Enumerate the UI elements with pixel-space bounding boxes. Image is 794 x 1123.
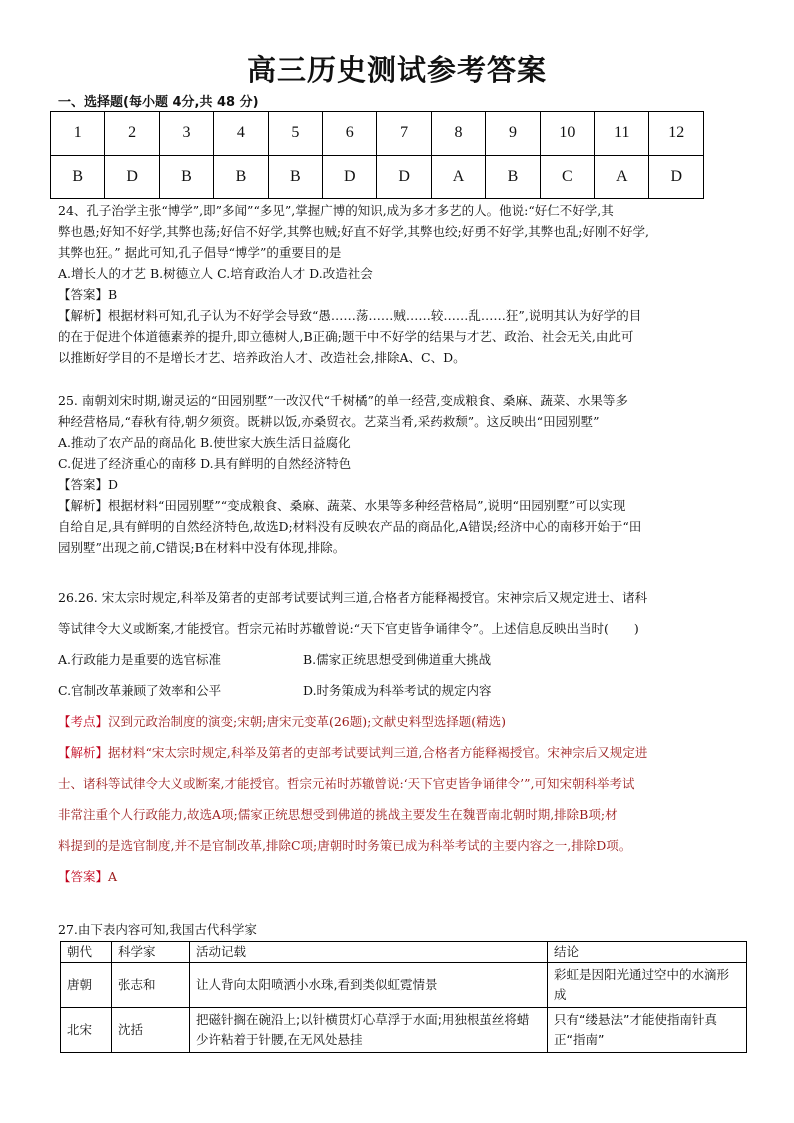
question-number: 6	[323, 112, 377, 156]
question-number: 10	[540, 112, 594, 156]
q26-analysis-line: 料提到的是选官制度,并不是官制改革,排除C项;唐朝时时务策已成为科举考试的主要内容之一,排除D项。	[58, 838, 632, 853]
answer-table-answer-row	[51, 155, 704, 199]
question-number: 2	[105, 112, 159, 156]
q24-stem-line: 其弊也狂。” 据此可知,孔子倡导“博学”的重要目的是	[58, 245, 342, 260]
question-number: 9	[486, 112, 540, 156]
answer-letter: B	[214, 155, 268, 199]
cell-conclusion: 彩虹是因阳光通过空中的水滴形成	[548, 963, 747, 1008]
q26-option-b: B.儒家正统思想受到佛道重大挑战	[303, 652, 492, 667]
scientist-table-header	[61, 942, 747, 963]
q26-option-a: A.行政能力是重要的选官标准	[58, 652, 222, 667]
q25-option-line: A.推动了农产品的商品化 B.使世家大族生活日益腐化	[58, 435, 351, 450]
answer-letter: B	[268, 155, 322, 199]
question-number: 11	[595, 112, 649, 156]
q26-stem-line: 等试律令大义或断案,才能授官。哲宗元祐时苏辙曾说:“天下官吏皆争诵律令”。上述信息反映出当时( )	[58, 621, 639, 636]
cell-dynasty: 唐朝	[61, 963, 112, 1008]
q26-analysis-line	[58, 737, 748, 768]
answer-letter: B	[159, 155, 213, 199]
q26-kaodian-tag: 【考点】	[58, 714, 109, 729]
answer-letter: D	[323, 155, 377, 199]
cell-scientist: 张志和	[112, 963, 190, 1008]
header-conclusion: 结论	[548, 942, 747, 963]
answer-letter: C	[540, 155, 594, 199]
question-27	[58, 919, 748, 940]
q26-answer	[58, 861, 748, 892]
q25-stem-line: 25. 南朝刘宋时期,谢灵运的“田园别墅”一改汉代“千树橘”的单一经营,变成粮食、桑麻、蔬菜、水果等多	[58, 393, 628, 408]
q26-option-d: D.时务策成为科举考试的规定内容	[303, 683, 492, 698]
answer-letter: A	[595, 155, 649, 199]
answer-letter: B	[51, 155, 105, 199]
answer-letter: D	[649, 155, 704, 199]
question-26	[58, 582, 748, 892]
header-dynasty: 朝代	[61, 942, 112, 963]
question-number: 4	[214, 112, 268, 156]
q25-analysis-line: 园别墅”出现之前,C错误;B在材料中没有体现,排除。	[58, 540, 346, 555]
q25-analysis-line: 【解析】根据材料“田园别墅”“变成粮食、桑麻、蔬菜、水果等多种经营格局”,说明“田园别墅”可以实现	[58, 498, 626, 513]
cell-conclusion: 只有“缕悬法”才能使指南针真正“指南”	[548, 1008, 747, 1053]
q26-analysis-text: 据材料“宋太宗时规定,科举及第者的吏部考试要试判三道,合格者方能释褐授官。宋神宗后又规定进	[108, 745, 648, 760]
answer-letter: B	[486, 155, 540, 199]
header-activity: 活动记载	[190, 942, 548, 963]
q26-analysis-line: 士、诸科等试律令大义或断案,才能授官。哲宗元祐时苏辙曾说:‘天下官吏皆争诵律令’”,可知宋朝科举考试	[58, 776, 635, 791]
cell-dynasty: 北宋	[61, 1008, 112, 1053]
question-number: 3	[159, 112, 213, 156]
q26-analysis-tag: 【解析】	[58, 745, 109, 760]
q24-answer: 【答案】B	[58, 287, 118, 302]
q26-analysis-line: 非常注重个人行政能力,故选A项;儒家正统思想受到佛道的挑战主要发生在魏晋南北朝时期,排除B项;材	[58, 807, 618, 822]
q26-option-row	[58, 644, 748, 675]
q26-option-row	[58, 675, 748, 706]
answer-table	[50, 111, 704, 199]
question-number: 5	[268, 112, 322, 156]
q25-answer: 【答案】D	[58, 477, 119, 492]
q24-analysis-line: 的在于促进个体道德素养的提升,即立德树人,B正确;题干中不好学的结果与才艺、政治、社会无关,由此可	[58, 329, 634, 344]
q26-kaodian-text: 汉到元政治制度的演变;宋朝;唐宋元变革(26题);文献史料型选择题(精选)	[108, 714, 507, 729]
answer-letter: D	[377, 155, 431, 199]
q26-kaodian	[58, 706, 748, 737]
q26-stem-line: 26.26. 宋太宗时规定,科举及第者的吏部考试要试判三道,合格者方能释褐授官。宋神宗后又规定进士、诸科	[58, 590, 648, 605]
question-24	[58, 200, 748, 368]
question-number: 8	[431, 112, 485, 156]
question-number: 1	[51, 112, 105, 156]
question-number: 12	[649, 112, 704, 156]
answer-letter: A	[431, 155, 485, 199]
scientist-table	[60, 941, 747, 1053]
q26-option-c: C.官制改革兼顾了效率和公平	[58, 683, 222, 698]
q24-stem-line: 24、孔子治学主张“博学”,即”多闻”“多见”,掌握广博的知识,成为多才多艺的人。他说:“好仁不好学,其	[58, 203, 614, 218]
table-row	[61, 1008, 747, 1053]
question-number: 7	[377, 112, 431, 156]
q26-answer-tag: 【答案】	[58, 869, 109, 884]
q25-option-line: C.促进了经济重心的南移 D.具有鲜明的自然经济特色	[58, 456, 352, 471]
header-scientist: 科学家	[112, 942, 190, 963]
q24-analysis-line: 【解析】根据材料可知,孔子认为不好学会导致“愚……荡……贼……较……乱……狂”,说明其认为好学的目	[58, 308, 642, 323]
q25-analysis-line: 自给自足,具有鲜明的自然经济特色,故选D;材料没有反映农产品的商品化,A错误;经济中心的南移开始于“田	[58, 519, 642, 534]
q27-stem: 27.由下表内容可知,我国古代科学家	[58, 922, 257, 937]
page-title: 高三历史测试参考答案	[246, 53, 547, 87]
q24-stem-line: 弊也愚;好知不好学,其弊也荡;好信不好学,其弊也贼;好直不好学,其弊也绞;好勇不好学,其弊也乱;好刚不好学,	[58, 224, 649, 239]
answer-letter: D	[105, 155, 159, 199]
q25-stem-line: 种经营格局,“春秋有待,朝夕须资。既耕以饭,亦桑贸衣。艺菜当肴,采药救颓”。这反映出“田园别墅”	[58, 414, 600, 429]
question-25	[58, 390, 748, 558]
cell-activity: 把磁针搁在碗沿上;以针横贯灯心草浮于水面;用独根茧丝将蜡少许粘着于针腰,在无风处悬挂	[190, 1008, 548, 1053]
answer-table-number-row	[51, 112, 704, 156]
q24-analysis-line: 以推断好学目的不是增长才艺、培养政治人才、改造社会,排除A、C、D。	[58, 350, 466, 365]
section-heading: 一、选择题(每小题 4分,共 48 分)	[58, 95, 259, 110]
cell-activity: 让人背向太阳喷洒小水珠,看到类似虹霓情景	[190, 963, 548, 1008]
cell-scientist: 沈括	[112, 1008, 190, 1053]
q26-answer-value: A	[108, 869, 118, 884]
table-row	[61, 963, 747, 1008]
q24-options: A.增长人的才艺 B.树德立人 C.培育政治人才 D.改造社会	[58, 266, 373, 281]
